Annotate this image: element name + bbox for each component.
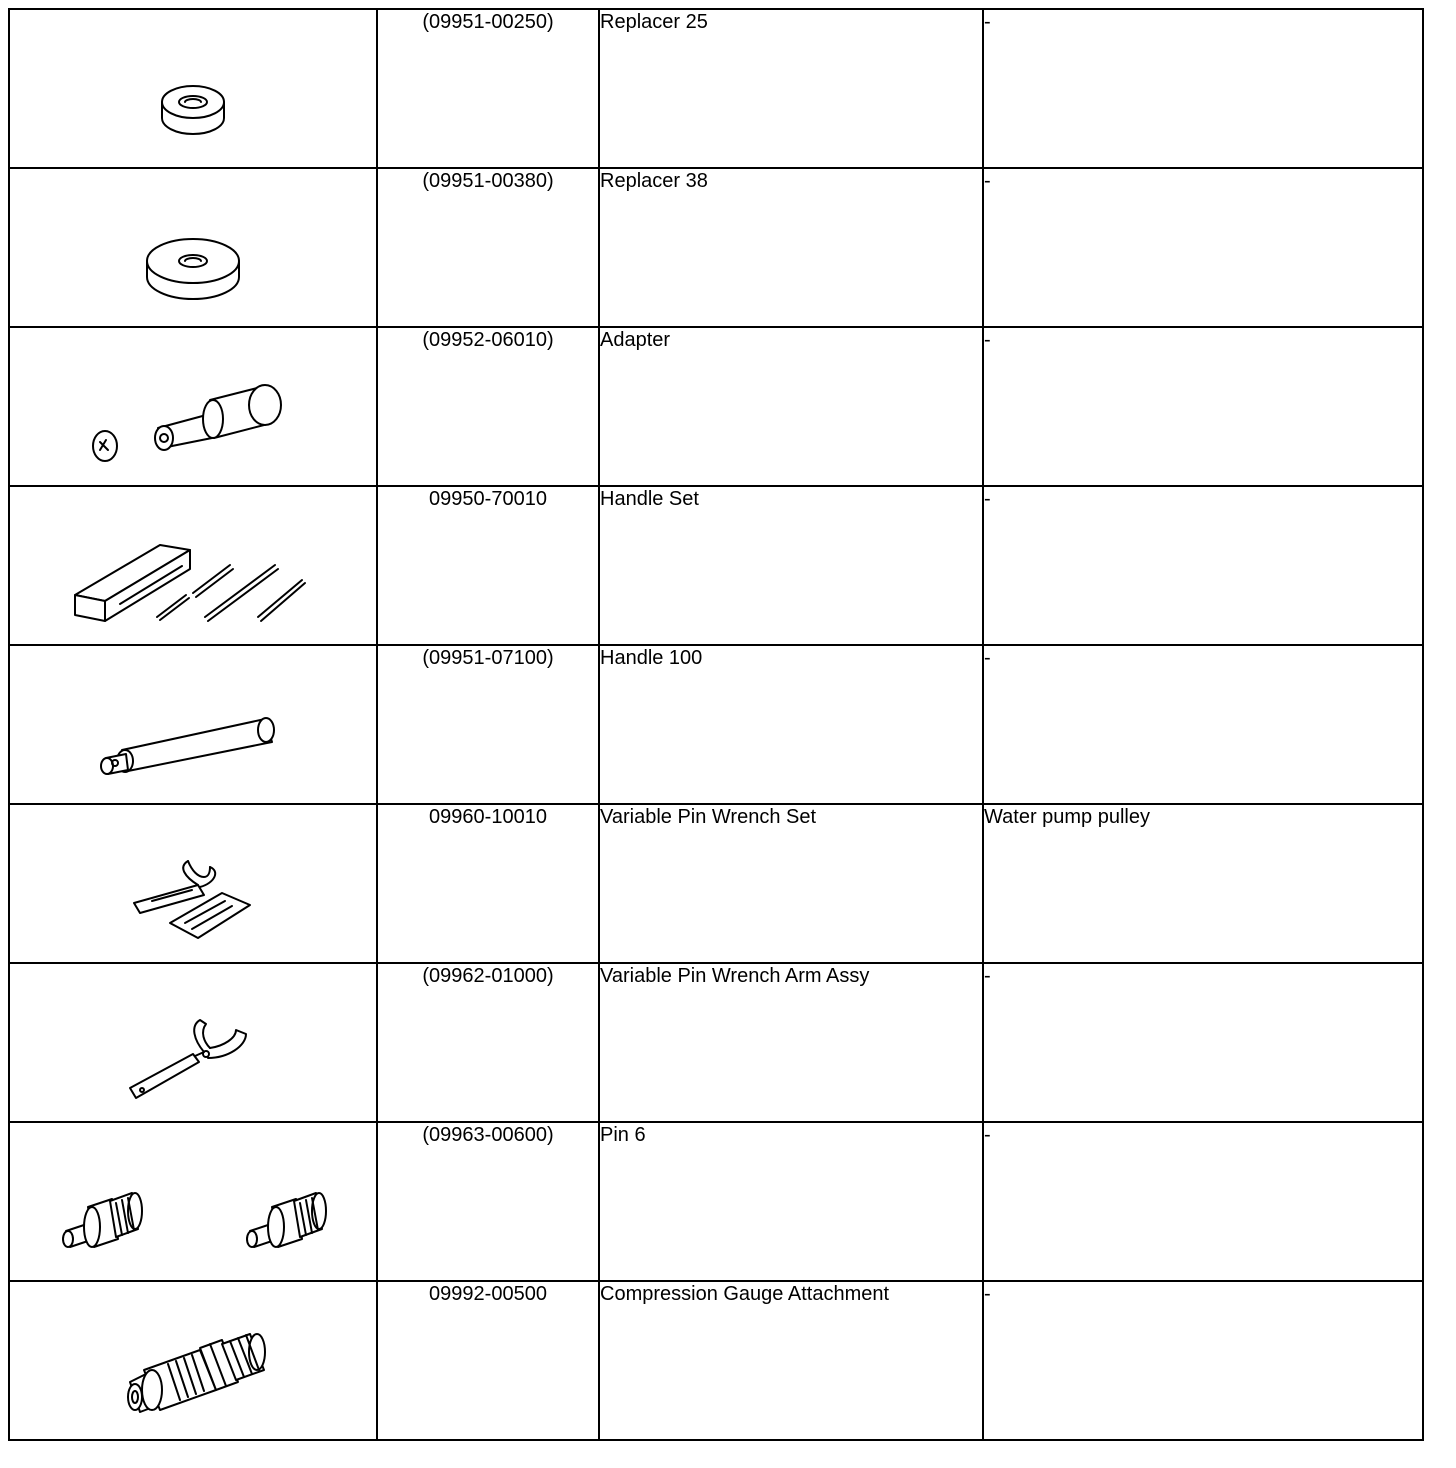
pin-wrench-set-icon xyxy=(10,805,376,962)
table-row xyxy=(9,9,1423,168)
tool-note: - xyxy=(983,9,1423,168)
part-number: 09950-70010 xyxy=(377,486,599,645)
tool-image-cell xyxy=(9,963,377,1122)
tool-image-cell xyxy=(9,486,377,645)
part-number: (09952-06010) xyxy=(377,327,599,486)
tool-note: - xyxy=(983,1122,1423,1281)
handle-set-icon xyxy=(10,487,376,644)
replacer-38-icon xyxy=(10,169,376,326)
table-row xyxy=(9,168,1423,327)
tool-image-cell xyxy=(9,804,377,963)
tool-name: Handle Set xyxy=(599,486,983,645)
part-number: 09960-10010 xyxy=(377,804,599,963)
table-row xyxy=(9,1122,1423,1281)
tool-name: Replacer 25 xyxy=(599,9,983,168)
tool-name: Variable Pin Wrench Arm Assy xyxy=(599,963,983,1122)
part-number: (09951-00380) xyxy=(377,168,599,327)
table-row xyxy=(9,327,1423,486)
tool-note: - xyxy=(983,645,1423,804)
pin-wrench-arm-icon xyxy=(10,964,376,1121)
tool-image-cell xyxy=(9,645,377,804)
handle-100-icon xyxy=(10,646,376,803)
part-number: (09963-00600) xyxy=(377,1122,599,1281)
pin-6-icon xyxy=(10,1123,376,1280)
tool-image-cell xyxy=(9,9,377,168)
special-tools-table xyxy=(8,8,1424,1441)
tool-image-cell xyxy=(9,168,377,327)
compression-gauge-attachment-icon xyxy=(10,1282,376,1439)
tool-note: - xyxy=(983,327,1423,486)
table-row xyxy=(9,804,1423,963)
tool-note: - xyxy=(983,168,1423,327)
tool-note: - xyxy=(983,963,1423,1122)
tool-name: Pin 6 xyxy=(599,1122,983,1281)
tool-image-cell xyxy=(9,327,377,486)
table-row xyxy=(9,963,1423,1122)
tool-name: Variable Pin Wrench Set xyxy=(599,804,983,963)
tool-name: Compression Gauge Attachment xyxy=(599,1281,983,1440)
replacer-25-icon xyxy=(10,10,376,167)
tool-name: Replacer 38 xyxy=(599,168,983,327)
table-row xyxy=(9,1281,1423,1440)
tool-note: - xyxy=(983,486,1423,645)
table-row xyxy=(9,486,1423,645)
tool-name: Handle 100 xyxy=(599,645,983,804)
tool-name: Adapter xyxy=(599,327,983,486)
tool-image-cell xyxy=(9,1122,377,1281)
part-number: (09951-00250) xyxy=(377,9,599,168)
tool-note: - xyxy=(983,1281,1423,1440)
part-number: 09992-00500 xyxy=(377,1281,599,1440)
tool-image-cell xyxy=(9,1281,377,1440)
tool-note: Water pump pulley xyxy=(983,804,1423,963)
adapter-icon xyxy=(10,328,376,485)
table-row xyxy=(9,645,1423,804)
part-number: (09951-07100) xyxy=(377,645,599,804)
part-number: (09962-01000) xyxy=(377,963,599,1122)
